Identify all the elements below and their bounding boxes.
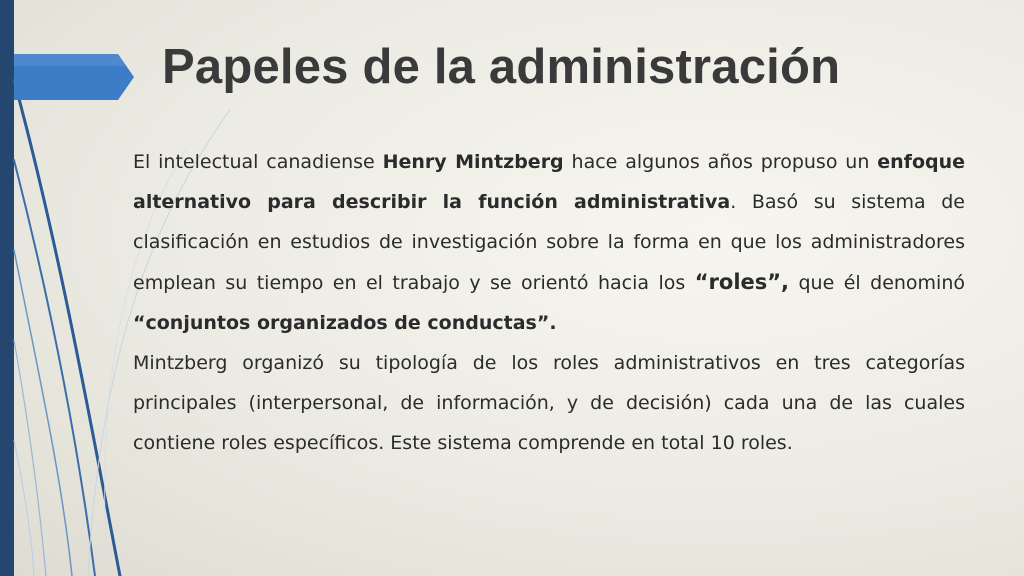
paragraph-role-categories: Mintzberg organizó su tipología de los roles administrativos en tres categorías principales (interpersonal, de información, y de decisión) cada una de las cuales contiene roles específicos. Este sistema comprende en total 10 roles. <box>133 352 965 454</box>
intro-text-4: que él denominó <box>789 272 965 294</box>
paragraph-mintzberg-intro <box>133 142 965 343</box>
organized-conduct-phrase: “conjuntos organizados de conductas <box>133 312 537 334</box>
slide-title: Papeles de la administración <box>162 40 841 94</box>
author-name: Henry Mintzberg <box>382 151 564 173</box>
closing-quote: ”. <box>536 312 557 334</box>
intro-text-1: El intelectual canadiense <box>133 151 383 173</box>
roles-term: “roles”, <box>694 270 790 294</box>
intro-text-3: . Basó su sistema de clasificación en estudios de investigación sobre la forma en que los administradores emplean su tiempo en el trabajo y se orientó hacia los <box>133 191 965 294</box>
alternative-approach-phrase: enfoque alternativo para describir la función administrativa <box>133 151 966 213</box>
intro-text-2: hace algunos años propuso un <box>563 151 878 173</box>
slide-body <box>133 142 965 463</box>
